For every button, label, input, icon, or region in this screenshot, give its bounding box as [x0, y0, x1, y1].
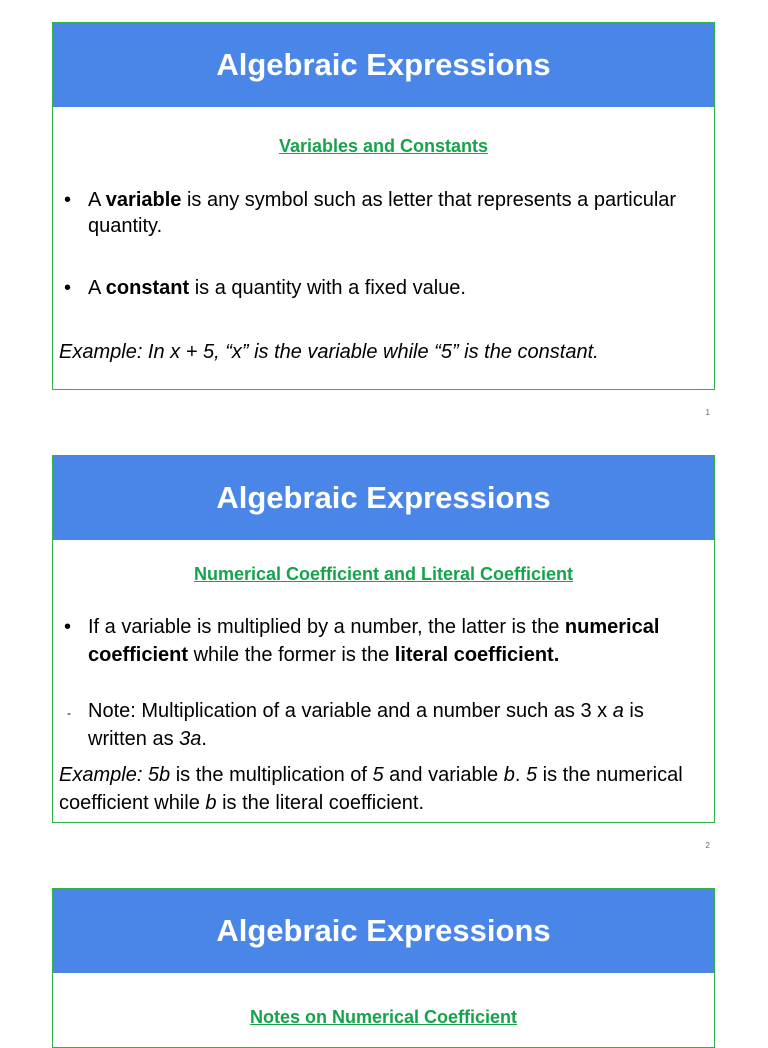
slide-title: Algebraic Expressions — [53, 23, 714, 107]
bullet-variable: • A variable is any symbol such as letter that represents a particular quantity. — [64, 189, 677, 237]
bullet-constant: • A constant is a quantity with a fixed value. — [64, 277, 466, 299]
note-item: - Note: Multiplication of a variable and a number such as 3 x a is written as 3a. — [67, 700, 644, 750]
page-number: 2 — [705, 841, 710, 850]
bullet-coefficient: • If a variable is multiplied by a number, the latter is the numerical coefficient while the former is the literal coefficient. — [61, 613, 696, 669]
example-text: Example: 5b is the multiplication of 5 and variable b. 5 is the numerical coefficient while b is the literal coefficient. — [59, 764, 683, 814]
dash-icon: - — [67, 706, 71, 720]
page-number: 1 — [705, 408, 710, 417]
slide-title: Algebraic Expressions — [53, 456, 714, 540]
bullet-icon: • — [64, 277, 72, 299]
slide-subtitle: Variables and Constants — [278, 136, 489, 156]
example-text: Example: In x + 5, “x” is the variable while “5” is the constant. — [59, 341, 599, 363]
slide-title: Algebraic Expressions — [53, 889, 714, 973]
slide-subtitle: Notes on Numerical Coefficient — [249, 1007, 518, 1027]
slide-2 — [52, 455, 715, 823]
slide-subtitle: Numerical Coefficient and Literal Coefficient — [193, 564, 574, 584]
bullet-icon: • — [64, 189, 72, 211]
bullet-icon: • — [64, 616, 72, 638]
slide-1 — [52, 22, 715, 390]
slide-3 — [52, 888, 715, 1048]
